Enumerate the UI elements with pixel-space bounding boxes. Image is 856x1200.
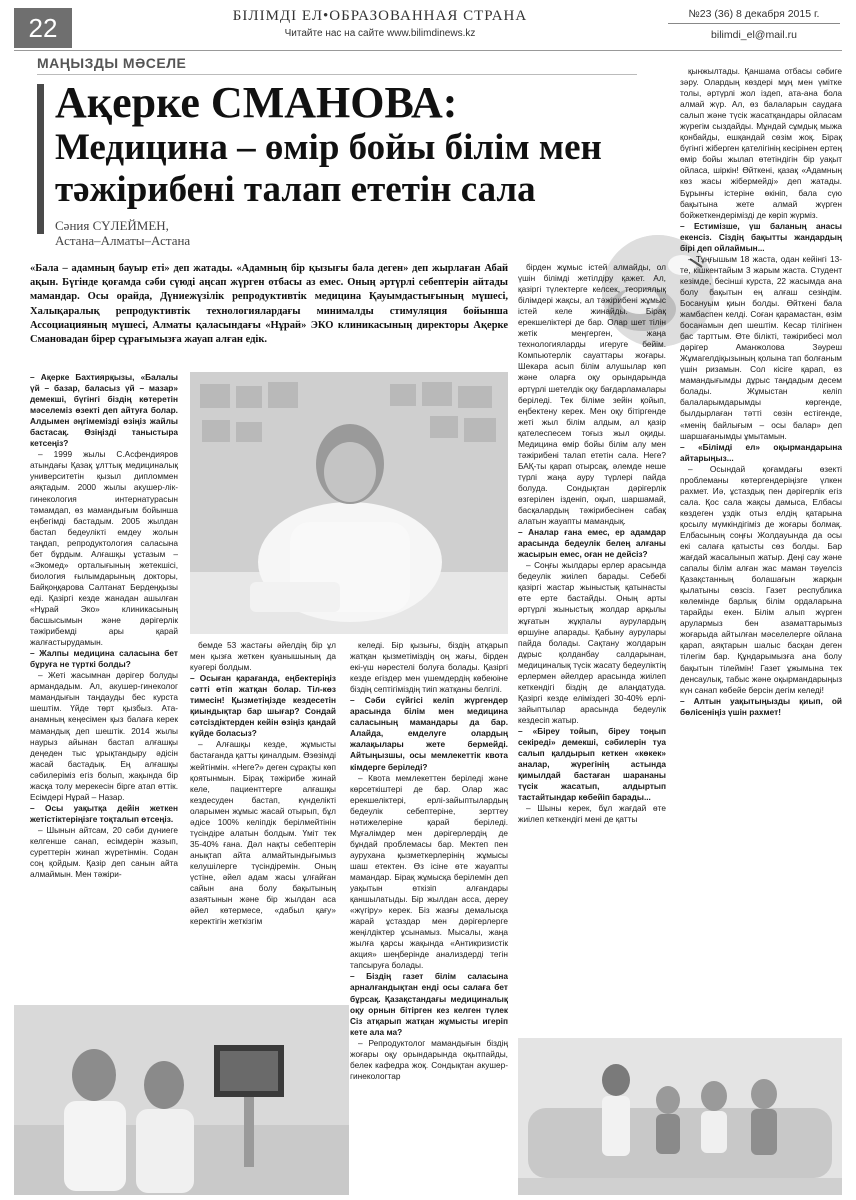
interview-paragraph: қынжылтады. Қаншама отбасы сәбиге зәру. Олардың көздері мұң мен үмітке толы, әртүрлі жол іздеп, ата-ана бола алмай жүр. Ал, өз балаларын саудаға салып және түсік жасатқандары ойласам жүрегім сыздайды. Мұндай сұмдық мыжа қонбайды, ешқандай сөзім жоқ. Бірақ бүгінгі жіберген қателігінің кесірінен ертең өмір бойы жылап өтетіндігін бір уақыт ойласа, шіркін! Өйткені, қазақ «Адамның көз жасы жібермейді» деп жатады. Бұрынғы істеріне өкініп, бала сүю бақытына жете алмай жүрген бойжеткендерімізді де көріп жүрміз.	[680, 66, 842, 220]
portrait-photo	[190, 372, 508, 634]
interview-question: – «Білімді ел» оқырмандарына айтарыңыз...	[680, 441, 842, 463]
interview-paragraph: – Квота мемлекеттен беріледі және көрсеткіштері де бар. Олар жас ерекшеліктері, ерлі-зайыптылардың бедеулік себептеріне, зерттеу нәтижелеріне қарай беріледі. Мұғалімдер мен дәрігерлердің де бұндай проблемасы бар. Мектеп пен аурухана қызметкерлерінің жұмысы шаш етектен. Өз ісіне өте жауапты мамандар. Бірақ жұмысқа берілемін деп уақытын өткізіп алғандары қаншылатыды. Бір жылдан асса, дереу «жүгіру» керек. Біз жазғы демалысқа жарай ұстаздар мен дәрігерлерге жеңілдіктер ұсынамыз. Мысалы, жаңа жылға қарсы жақында «Антикризистік акция» шеңберінде анализдерді тегін тапсыруға болады.	[350, 772, 508, 971]
interview-question: – «Біреу тойып, біреу тоңып секіреді» демекші, сәбилерін туа салып қалдырып кеткен «көкек» аналар, жүрегінің астында қимылдай бастаған шарананы түсік жасатып, алдыртып тастайтындар көбейіп барады...	[518, 725, 666, 803]
interview-paragraph: – Жеті жасымнан дәрігер болуды армандадым. Ал, акушер-гинеколог мамандығын таңдауды бес курста шештім. Үйде төрт қызбыз. Ата-анамның кеңесімен қыз балаға керек мамандық деп шештік. 2014 жылы наурыз айынан бастап алғашқы деңеден тыс ұрықтандыру әдісін жасай бастадық. Ең алғашқы сәбилеріміз егіз болып, жақында бір жасқа толу мерекесін бірге атап өттік. Есімдері Нұрай – Назар.	[30, 670, 178, 802]
interview-paragraph: – Репродуктолог мамандығын біздің жоғары оқу орындарында оқытпайды, белек кафедра жоқ. Сондықтан акушер-гинекологтар	[350, 1037, 508, 1081]
interview-question: – Аналар ғана емес, ер адамдар арасында бедеулік белең алғаны жасырын емес, оған не дейсіз?	[518, 527, 666, 560]
headline-line-2: Медицина – өмір бойы білім мен	[55, 127, 602, 168]
interview-paragraph: бемде 53 жастағы әйелдің бір ұл мен қызға жеткен қуанышының да куәгері болдым.	[190, 640, 336, 673]
interview-question: – Ақерке Бахтиярқызы, «Балалы үй – базар, баласыз үй – мазар» демекші, бүгінгі біздің көтеретін мәселеміз өзекті деп айтуға болар. Алдымен әңгімемізді өзіңіз жайлы бастасақ. Өзіңізді таныстыра кетсеңіз?	[30, 372, 178, 449]
byline	[55, 218, 190, 248]
interview-paragraph: – Алғашқы кезде, жұмысты бастағанда қатты қиналдым. Өзөзімді жейтінмін. «Неге?» деген сұрақты көп қоятынмын. Бірақ тәжірибе жинай келе, пациенттерге алғашқы кездесуден бастап, күнделікті оларымен жұмыс жасай отырып, бұл әдісе 100% келіпдік берілмейтінін түсіндіре алатын болдым. Үміт тек 35-40% ғана. Дәл нақты себептерін анықтап айта алмайтындығымыз келушілерге түсіндіремін. Оның үстіне, әйел адам жасы ұлғайған сайын ана болу бақытының азаятынын және бір жылдан аса әйел көтермесе, «дабыл қағу» керектігін жеткізгім	[190, 739, 336, 927]
article-column-5	[680, 66, 842, 1032]
section-label: МАҢЫЗДЫ МӘСЕЛЕ	[37, 55, 187, 71]
interview-question: – Алтын уақытыңызды қиып, ой бөлісеніңіз үшін рахмет!	[680, 695, 842, 717]
byline-place: Астана–Алматы–Астана	[55, 233, 191, 248]
issue-info	[668, 8, 840, 41]
headline-line-3: тәжірибені талап ететін сала	[55, 169, 536, 210]
email-address[interactable]: bilimdi_el@mail.ru	[711, 29, 797, 41]
headline-name: Ақерке СМАНОВА:	[55, 78, 458, 127]
ultrasound-illustration	[14, 1005, 349, 1195]
interview-question: – Жалпы медицина саласына бет бұруға не түрткі болды?	[30, 648, 178, 670]
masthead	[195, 8, 565, 39]
article-column-4	[518, 262, 666, 1032]
article-lead: «Бала – адамның бауыр еті» деп жатады. «Адамның бір қызығы бала деген» деп жырлаған Абай ақын. Бүгінде қоғамда сәби сүюді аңсап жүрген отбасы аз емес. Оның әртүрлі себептерін айтады мамандар. Осы орайда, Дүниежүзілік репродуктивтік медицина Қауымдастығының мүшесі, Халықаралық репродуктивтік технологиялардағы минималды стимуляция бойынша Ассоциацияның мүшесі, Алматы қаласындағы «Нұрай» ЭКО клиникасының директоры Ақерке Смановадан бірер сұрағымызға жауап алған едік.	[30, 263, 508, 346]
interview-question: – Естимізше, үш баланың анасы екенсіз. Сіздің бақытты жандардың бірі деп ойлаймын...	[680, 220, 842, 253]
ultrasound-room-photo	[14, 1005, 349, 1195]
interview-paragraph: бірден жұмыс істей алмайды, ол үшін білімді жетілдіру қажет. Ал, қазіргі түлектерге келсек, теориялық білімдері жақсы, ал тәжірибені жұмыс істей келе жинайды. Бірақ ерекшеліктері де бар. Олар шет тілін жетік меңгерген, жаңа технологияларды игеруге бейім. Компьютерлік сауаттары жоғары. Шекара асып білім алушылар көп және оларға оқу орындарында әртүрлі шетелдік оқу бағдарламалары беріледі. Тек біліме зейін қойып, еңбектену керек. Мен оқу бітіргенде жеті жыл білім алдым, ал қазір қателеспесем тоғыз жыл оқиды. Медицина өмір бойы білім алу мен тәжірибені талап ететін сала. Неге? БАҚ-ты қарап отырсақ, әлемде неше түрлі жаңа ауру түрлері пайда болуда. Сондықтан дәрігерлік өзгерілен ізденіп, оқып, шаршамай, басқалардың тәжірибесінен сабақ алатын жауапты мамандық.	[518, 262, 666, 527]
interview-paragraph: – Шыны керек, бұл жағдай өте жиілеп кеткендігі мені де қатты	[518, 803, 666, 825]
section-divider	[37, 74, 637, 75]
interview-paragraph: – Шынын айтсам, 20 сәби дүниеге келгенше санап, есімдерін жазып, суреттерін жинап жүретінмін. Содан соң қойдым. Қазір деп санын айта алмаймын. Мен тәжіри-	[30, 824, 178, 880]
interview-question: – Осы уақытқа дейін жеткен жетістіктеріңізге тоқталып өтсеңіз.	[30, 802, 178, 824]
interview-question: – Сәби сүйгісі келіп жүргендер арасында білім мен медицина саласының мамандары да бар. Алайда, емделуге олардың жалақылары жете бермейді. Айтыңызшы, осы мемлекеттік квота кімдерге беріледі?	[350, 695, 508, 772]
interview-paragraph: келеді. Бір қызығы, біздің атқарып жатқан қызметіміздің оң жағы, бірден екі-үш нәрестелі болуға болады. Қазіргі кезде егіздер мен үшемдердің көбеюіне біздің септігіміздің тиіп жатқаны белгілі.	[350, 640, 508, 695]
byline-author: Сәния СҮЛЕЙМЕН,	[55, 218, 169, 233]
masthead-site[interactable]: Читайте нас на сайте www.bilimdinews.kz	[284, 28, 476, 39]
interview-paragraph: – Тұңғышым 18 жаста, одан кейінгі 13-те, кішкентайым 3 жарым жаста. Студент кезімде, бесінші курста, 22 жасымда ана болу бақытын ең алғаш сезіндім. Босануым қиын болды. Өйткені бала жамбаспен келді. Соған қарамастан, өзім босанамын деп шештім. Кесар тілігінен бас тарттым. Өте білікті, тәжірибесі мол дәрігер Аманжолова Зәуреш Жұмагелдіқызының қолына тап болғаным үшін ризамын. Сол кісіге қарап, өз мамандығымды дұрыс таңдадым десем болады. Жұмыстан келіп балаларымдарымды көргенде, былдырлаған тәтті сөзін естігенде, «менің байлығым – осы балар» деп шаршағанымды ұмытамын.	[680, 253, 842, 441]
article-column-3	[350, 640, 508, 1198]
interview-question: – Осыған қарағанда, еңбектеріңіз сәтті өтіп жатқан болар. Тіл-көз тимесін! Қызметіңізде кездесетін қиындықтар бар шығар? Сондай сәтсіздіктерден кейін өзіңіз қандай күйде боласыз?	[190, 673, 336, 739]
masthead-title: БІЛІМДІ ЕЛ•ОБРАЗОВАННАЯ СТРАНА	[232, 8, 528, 24]
page-number: 22	[14, 8, 72, 48]
article-column-1	[30, 372, 178, 1000]
interview-paragraph: – Соңғы жылдары ерлер арасында бедеулік жиілеп барады. Себебі қазіргі жастар жыныстық қатынасты өте ерте бастайды. Оның арты әртүрлі жыныстық жолдар арқылы жұғатын жұқпалы аурулардың өршуіне апарады. Қабыну аурулары пайда болады. Сақтану жолдарын дұрыс қолданбау салдарынан, медициналық түсік жасату бедеуліктің ерлермен әйелдер арасында жиілеп кеткендігі біздің де алаңдатуда. Қазіргі кезде еліміздегі 30-40% ерлі-зайыптылар арасында бедеулік кездесіп жатыр.	[518, 560, 666, 725]
children-illustration	[518, 1038, 842, 1195]
issue-number: №23 (36) 8 декабря 2015 г.	[668, 8, 840, 24]
header-divider	[14, 50, 842, 51]
headline	[55, 80, 670, 210]
interview-paragraph: – 1999 жылы С.Асфендияров атындағы Қазақ ұлттық медициналық университетін қызыл дипломмен аяқтадым. 2000 жылы акушер-лік-гинекология интернатурасын тәмамдап, өз мамандығым бойынша еңбегімді бастадым. 2005 жылдан бастап бедеулікті емдеу жолын таңдап, репродуктология саласына бет бұрдым. Алғашқы ұстазым – «Экомед» орталығының жетекшісі, биология ғылымдарының докторы, Байқоңқарова Салтанат Бердеңқызы еді. Қазіргі кезде жанадан ашылған «Нұрай Эко» клиникасының басшысымын және дәрігерлік тәжірибемді ары қарай жалғастырудамын.	[30, 449, 178, 648]
portrait-illustration	[190, 372, 508, 634]
interview-paragraph: – Осындай қоғамдағы өзекті проблеманы көтергендеріңізге үлкен рахмет. Иә, ұстаздық пен дәрігерлік егіз сала. Қос сала жақсы дамыса, Елбасы көздеген ұздік отыз елдің қатарына қосылу мүмкіндігіміз де жоғары болмақ. Елбасының соңғы Жолдауында да осы екі салаға қатысты сөз болды. Бар жағдай жасалынып жатыр. Деңі сау және сапалы білім алған жас маман тәуелсіз Қазақстанның болашағын жарқын қылатыны сөзсіз. Газет республика көлемінде барлық білім ордаларына тарайды екен. Білім алып жүрген арулармыз бен азаматтарымыз жоғарыда айтылған мәселелерге ойлана қарап, аяқтарын шалыс басқан деген тілегім бар. Құндарымызға ана болу бақытын тілеймін! Газет ұжымына тек денсаулық, табыс және оқырмандарыңыз күн санап көбейе берсін дегім келеді!	[680, 463, 842, 695]
headline-accent-bar	[37, 84, 44, 234]
children-photo	[518, 1038, 842, 1195]
article-column-2	[190, 640, 336, 1000]
interview-question: – Біздің газет білім саласына арналғандықтан енді осы салаға бет бұрсақ. Қазақстандағы медициналық оқу орнын бітірген кез келген түлек Сіз атқарып жатқан жұмысты игеріп кете ала ма?	[350, 971, 508, 1037]
